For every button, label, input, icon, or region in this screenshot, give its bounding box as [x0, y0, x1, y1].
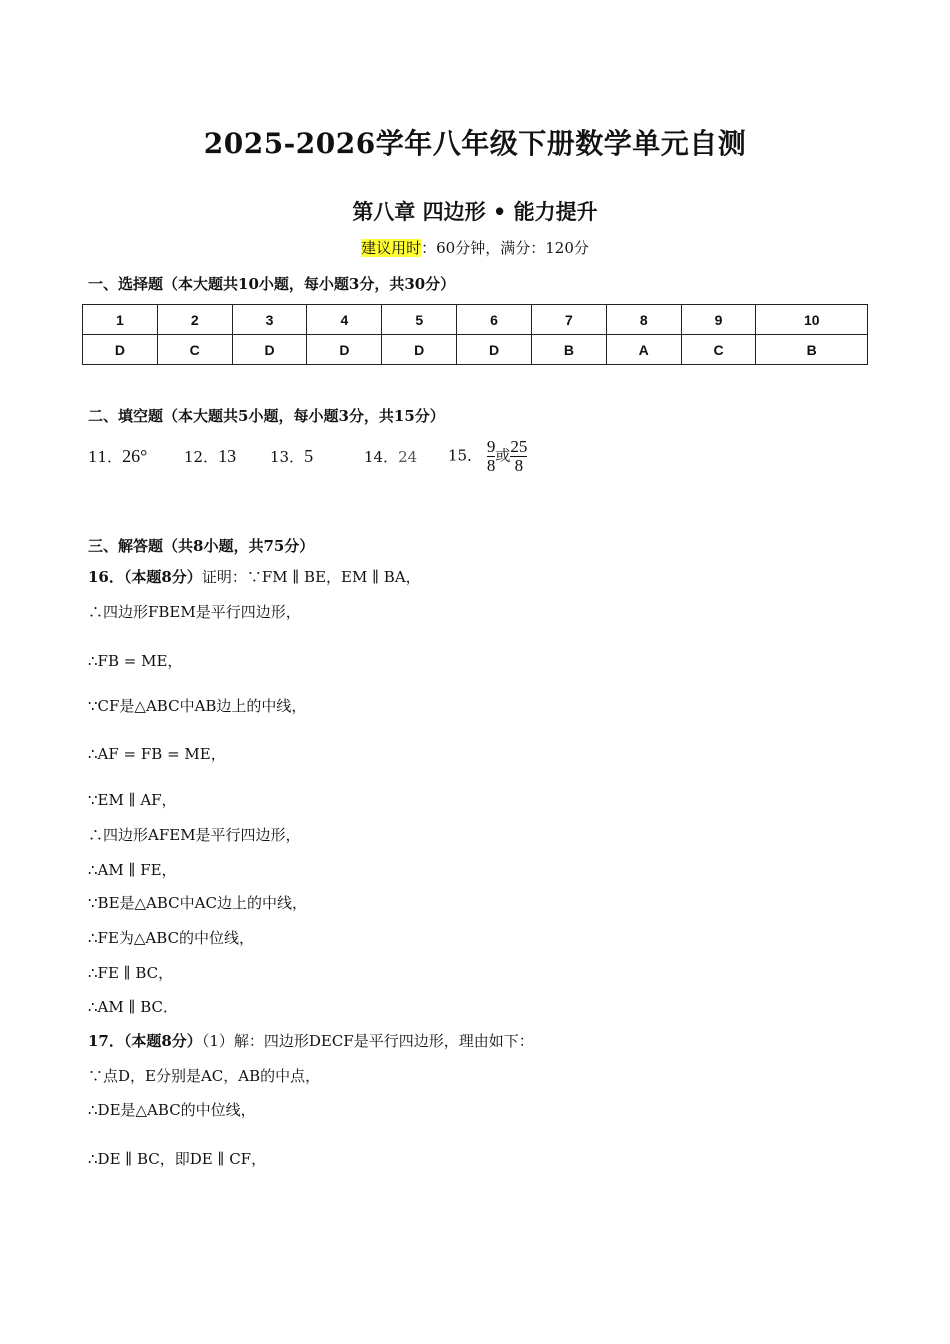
solution-line: ∵EM ∥ AF， — [88, 791, 177, 809]
table-answer-cell: C — [157, 335, 232, 365]
suggested-time-label: 建议用时 — [361, 239, 422, 257]
solution-line: ∴四边形FBEM是平行四边形， — [88, 603, 301, 621]
section-heading-choice: 一、选择题（本大题共10小题，每小题3分，共30分） — [88, 275, 456, 293]
table-answer-cell: D — [307, 335, 382, 365]
time-score-info — [0, 237, 950, 258]
answer-value: 24 — [398, 448, 418, 466]
chapter-subtitle: 第八章 四边形 • 能力提升 — [352, 199, 598, 224]
question-number: 15． — [448, 446, 483, 465]
numerator: 25 — [510, 437, 528, 456]
table-header-cell: 9 — [681, 305, 756, 335]
line-text: 证明：∵FM ∥ BE，EM ∥ BA， — [201, 568, 421, 586]
answer-value: 13 — [218, 446, 237, 466]
answer-value: 26° — [122, 446, 148, 466]
solution-line: ∴四边形AFEM是平行四边形， — [88, 826, 301, 844]
question-number: 12． — [184, 448, 219, 466]
table-header-cell: 1 — [83, 305, 158, 335]
table-header-cell: 10 — [756, 305, 868, 335]
table-answer-cell: D — [83, 335, 158, 365]
fill-answer-15 — [448, 438, 527, 475]
table-header-cell: 6 — [457, 305, 532, 335]
section-heading-solve: 三、解答题（共8小题，共75分） — [88, 537, 315, 555]
solution-line: ∵点D，E分别是AC，AB的中点， — [88, 1067, 321, 1085]
table-header-cell: 8 — [606, 305, 681, 335]
fill-answer-11 — [88, 446, 147, 467]
solution-line: ∴FE ∥ BC， — [88, 964, 174, 982]
numerator: 9 — [486, 437, 496, 456]
table-header-cell: 7 — [531, 305, 606, 335]
answer-table — [82, 304, 868, 365]
table-answer-cell: A — [606, 335, 681, 365]
section-heading-fill: 二、填空题（本大题共5小题，每小题3分，共15分） — [88, 407, 445, 425]
solution-line — [88, 566, 421, 587]
denominator: 8 — [514, 456, 524, 475]
fill-answer-13 — [270, 446, 313, 467]
table-header-cell: 5 — [382, 305, 457, 335]
fraction-twentyfive-eighths — [510, 438, 527, 475]
question-label: 16．（本题8分） — [88, 568, 202, 586]
denominator: 8 — [486, 456, 496, 475]
solution-line: ∴AM ∥ BC． — [88, 998, 178, 1016]
document-title: 2025-2026学年八年级下册数学单元自测 — [203, 127, 747, 160]
table-answer-cell: B — [756, 335, 868, 365]
table-answer-cell: B — [531, 335, 606, 365]
solution-line: ∴AF = FB = ME， — [88, 745, 226, 763]
table-header-cell: 3 — [232, 305, 307, 335]
table-header-cell: 4 — [307, 305, 382, 335]
line-text: （1）解：四边形DECF是平行四边形，理由如下： — [201, 1032, 534, 1050]
solution-line: ∴DE ∥ BC，即DE ∥ CF， — [88, 1150, 267, 1168]
solution-line: ∴FE为△ABC的中位线， — [88, 929, 255, 947]
fill-answer-12 — [184, 446, 236, 467]
or-text: 或 — [495, 446, 511, 465]
question-label: 17．（本题8分） — [88, 1032, 202, 1050]
table-answer-cell: C — [681, 335, 756, 365]
table-row — [83, 305, 868, 335]
question-number: 11． — [88, 448, 123, 466]
time-score-text: ：60分钟，满分：120分 — [421, 239, 589, 257]
solution-line — [88, 1030, 534, 1051]
table-header-cell: 2 — [157, 305, 232, 335]
table-answer-cell: D — [457, 335, 532, 365]
table-answer-cell: D — [232, 335, 307, 365]
solution-line: ∴DE是△ABC的中位线， — [88, 1101, 256, 1119]
solution-line: ∴AM ∥ FE， — [88, 861, 177, 879]
solution-line: ∴FB = ME， — [88, 652, 183, 670]
question-number: 14． — [364, 448, 399, 466]
solution-line: ∵BE是△ABC中AC边上的中线， — [88, 894, 307, 912]
solution-line: ∵CF是△ABC中AB边上的中线， — [88, 697, 307, 715]
question-number: 13． — [270, 448, 305, 466]
table-answer-cell: D — [382, 335, 457, 365]
answer-value: 5 — [304, 446, 314, 466]
table-row — [83, 335, 868, 365]
fill-answer-14 — [364, 446, 417, 467]
